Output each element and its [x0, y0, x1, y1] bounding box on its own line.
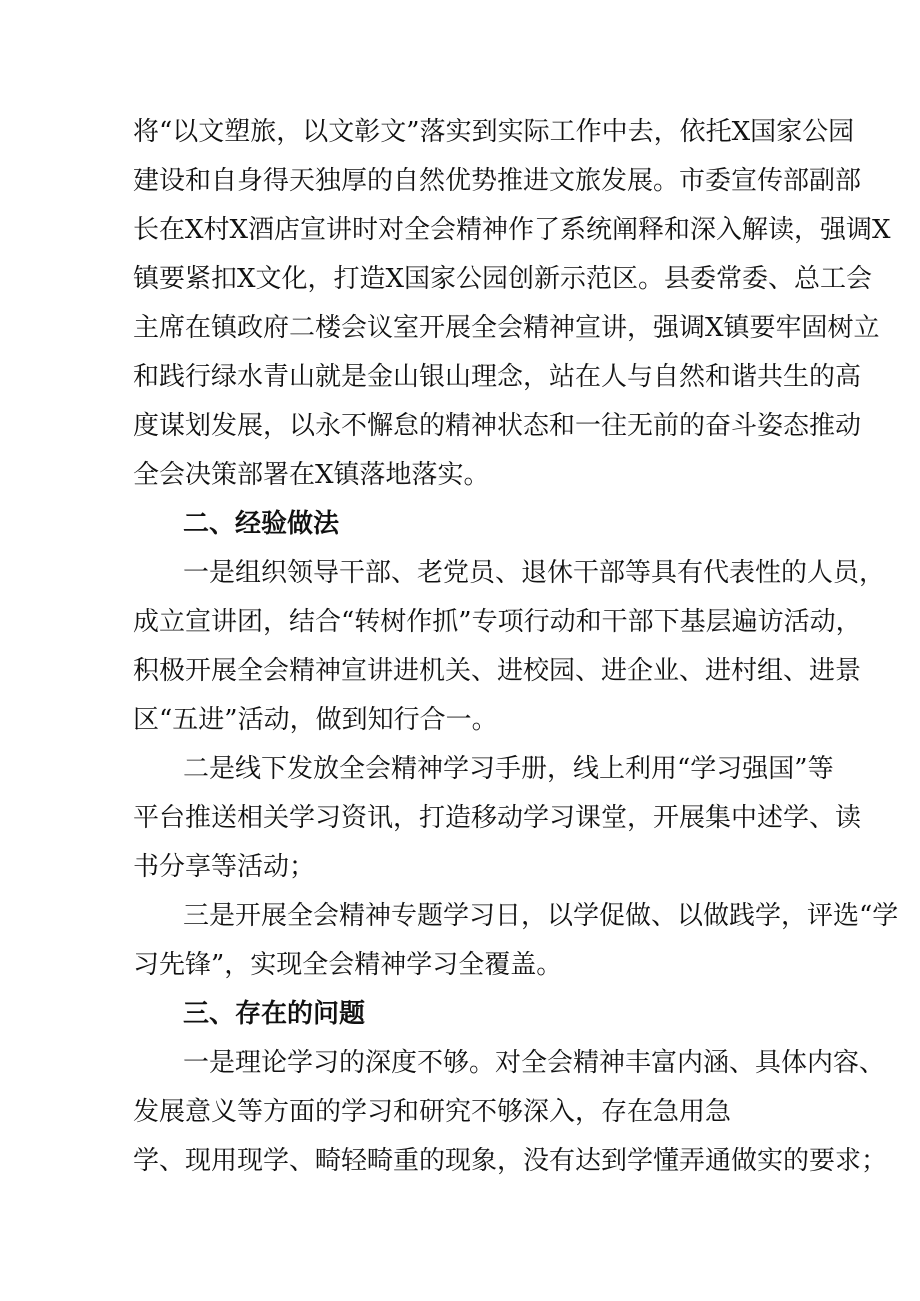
practice-1-line-4: 区“五进”活动，做到知行合一。 — [133, 705, 498, 735]
practice-2-line-2: 平台推送相关学习资讯，打造移动学习课堂，开展集中述学、读 — [133, 803, 862, 833]
practice-3-line-1: 三是开展全会精神专题学习日，以学促做、以做践学，评选“学 — [183, 901, 899, 931]
paragraph-1-line-6: 和践行绿水青山就是金山银山理念，站在人与自然和谐共生的高 — [133, 362, 862, 392]
practice-2-line-1: 二是线下发放全会精神学习手册，线上利用“学习强国”等 — [183, 754, 834, 784]
practice-3-line-2: 习先锋”，实现全会精神学习全覆盖。 — [133, 950, 563, 980]
paragraph-1-line-4: 镇要紧扣X文化，打造X国家公园创新示范区。县委常委、总工会 — [133, 264, 873, 294]
problem-1-line-1: 一是理论学习的深度不够。对全会精神丰富内涵、具体内容、 — [183, 1048, 886, 1078]
practice-1-line-2: 成立宣讲团，结合“转树作抓”专项行动和干部下基层遍访活动， — [133, 607, 862, 637]
paragraph-1-line-3: 长在X村X酒店宣讲时对全会精神作了系统阐释和深入解读，强调X — [133, 215, 891, 245]
practice-1-line-3: 积极开展全会精神宣讲进机关、进校园、进企业、进村组、进景 — [133, 656, 862, 686]
paragraph-1-line-1: 将“以文塑旅，以文彰文”落实到实际工作中去，依托X国家公园 — [133, 117, 855, 147]
practice-1-line-1: 一是组织领导干部、老党员、退休干部等具有代表性的人员， — [183, 558, 886, 588]
practice-2-line-3: 书分享等活动； — [133, 852, 316, 882]
paragraph-1-line-8: 全会决策部署在X镇落地落实。 — [133, 460, 490, 490]
section-heading-practices: 二、经验做法 — [183, 509, 340, 539]
section-heading-problems: 三、存在的问题 — [183, 999, 366, 1029]
paragraph-1-line-5: 主席在镇政府二楼会议室开展全会精神宣讲，强调X镇要牢固树立 — [133, 313, 880, 343]
paragraph-1-line-7: 度谋划发展，以永不懈怠的精神状态和一往无前的奋斗姿态推动 — [133, 411, 862, 441]
problem-1-line-3: 学、现用现学、畸轻畸重的现象，没有达到学懂弄通做实的要求； — [133, 1146, 888, 1176]
problem-1-line-2: 发展意义等方面的学习和研究不够深入，存在急用急 — [133, 1097, 732, 1127]
paragraph-1-line-2: 建设和自身得天独厚的自然优势推进文旅发展。市委宣传部副部 — [133, 166, 862, 196]
